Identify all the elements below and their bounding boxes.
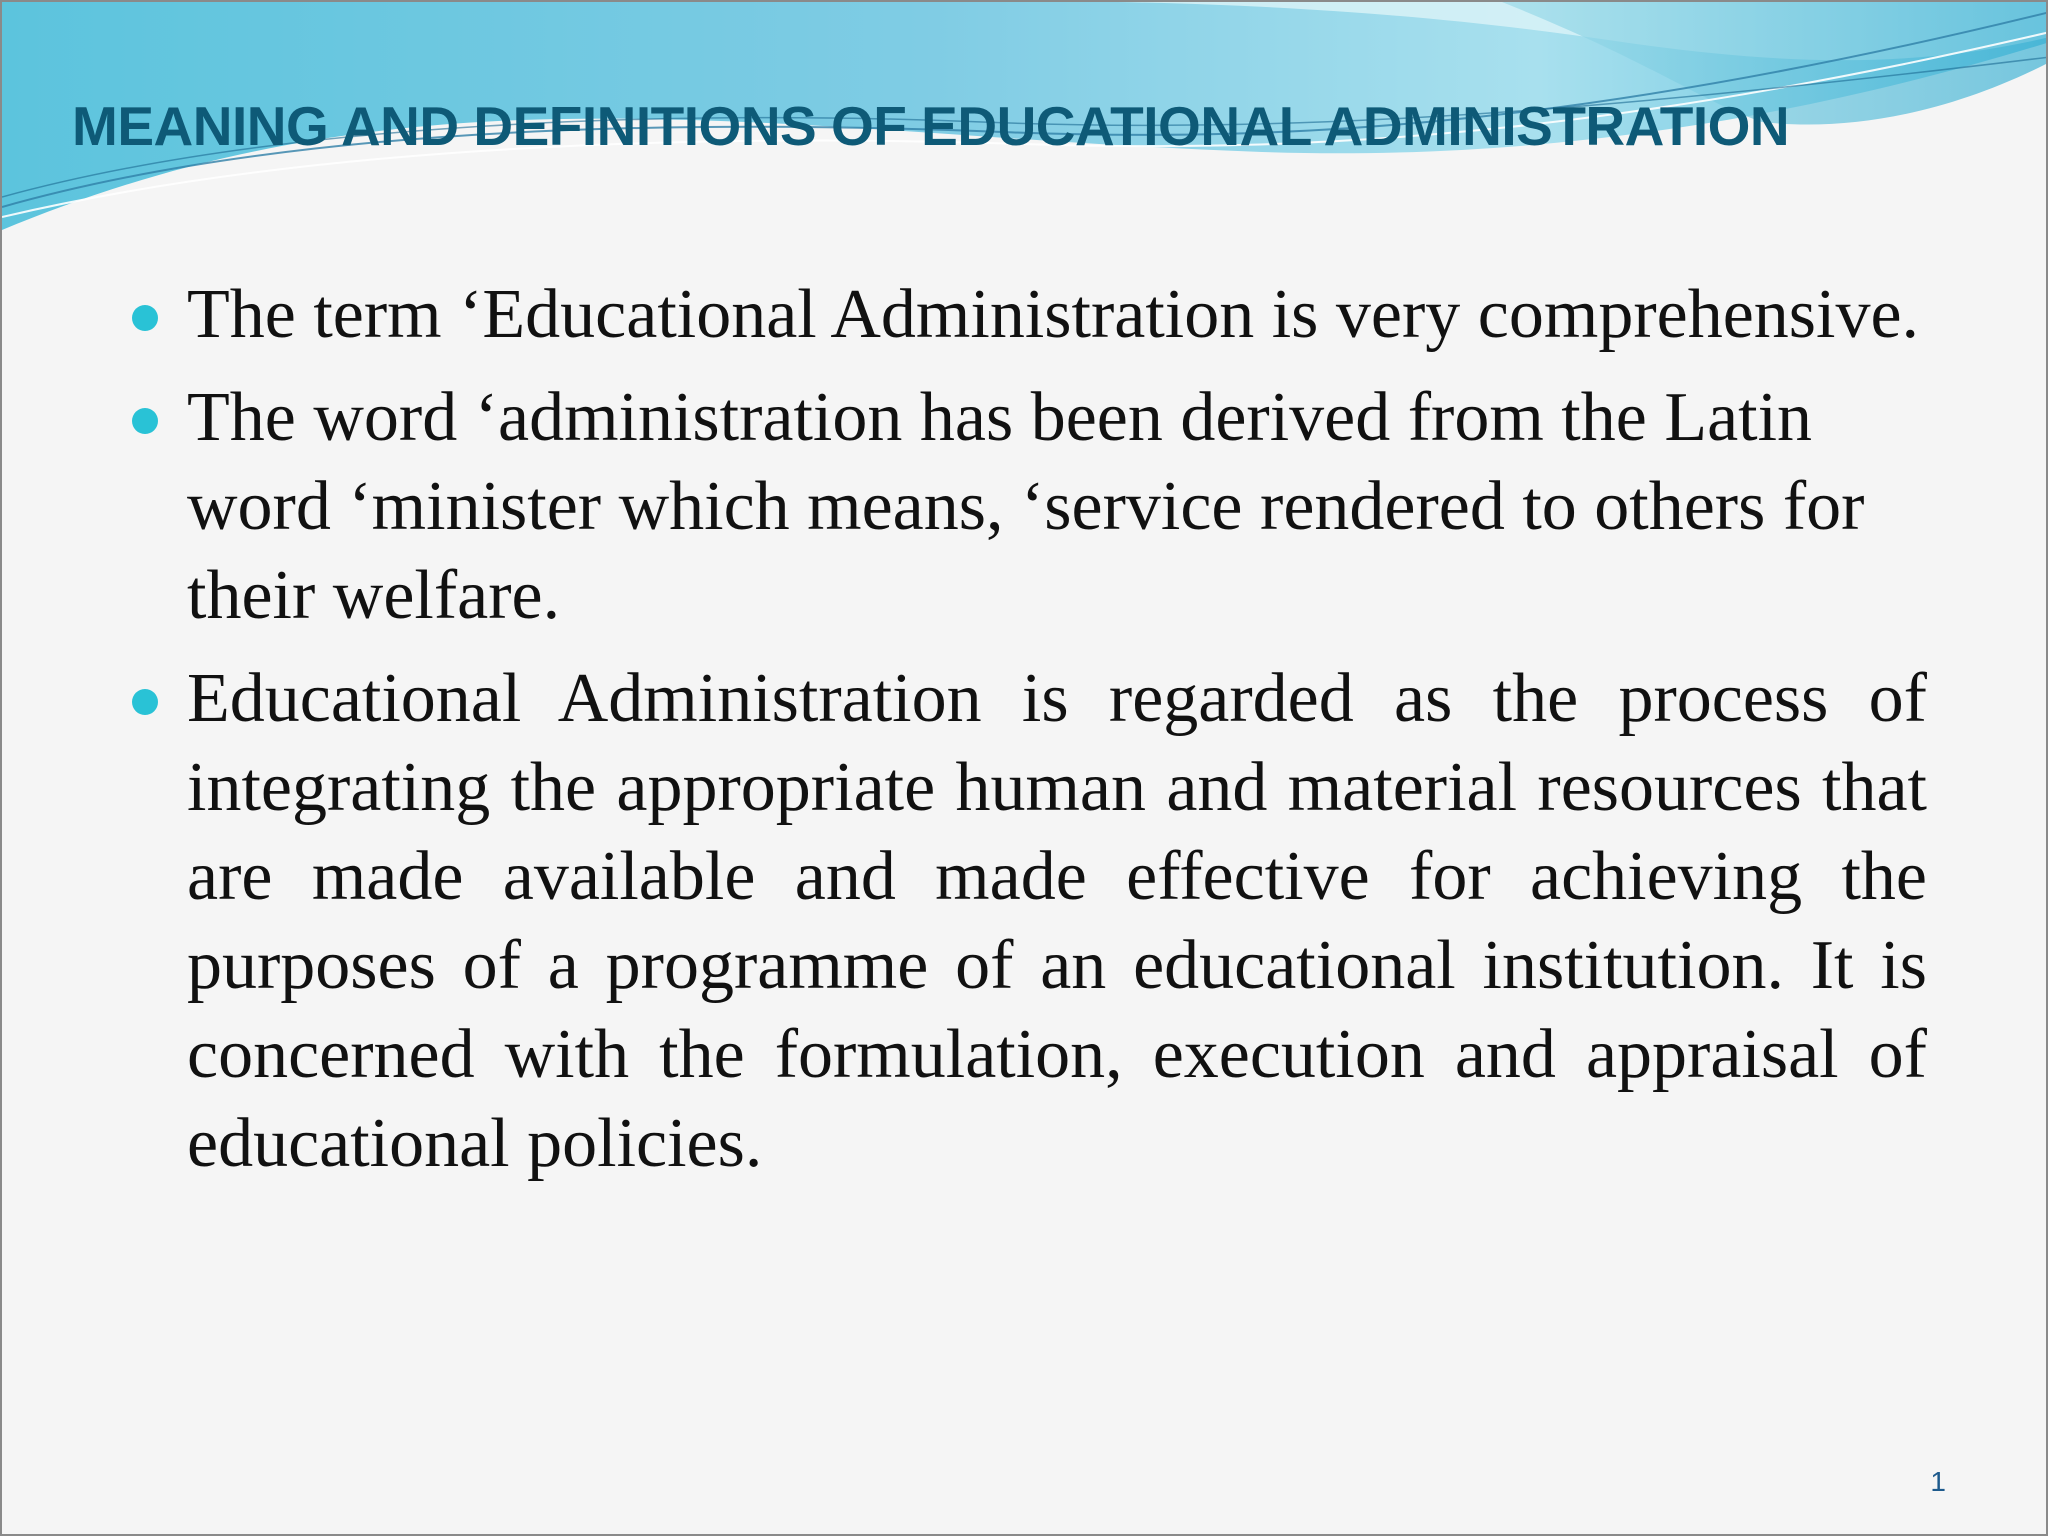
bullet-dot-icon: [132, 305, 158, 331]
bullet-text: The term ‘Educational Administration is very comprehensive.: [187, 276, 1920, 353]
bullet-item: [187, 270, 1927, 359]
bullet-item: [187, 373, 1927, 640]
bullet-list: [187, 270, 1927, 1202]
bullet-dot-icon: [132, 689, 158, 715]
bullet-text: The word ‘administration has been derived from the Latin word ‘minister which means, ‘service rendered to others for their welfare.: [187, 379, 1865, 634]
slide-title: MEANING AND DEFINITIONS OF EDUCATIONAL ADMINISTRATION: [72, 95, 1790, 157]
bullet-dot-icon: [132, 408, 158, 434]
bullet-item: [187, 654, 1927, 1188]
bullet-text: Educational Administration is regarded as the process of integrating the appropriate human and material resources that are made available and made effective for achieving the purposes of a programme of an educational institution. It is concerned with the formulation, execution and appraisal of educational policies.: [187, 660, 1927, 1182]
page-number: 1: [1930, 1466, 1946, 1497]
